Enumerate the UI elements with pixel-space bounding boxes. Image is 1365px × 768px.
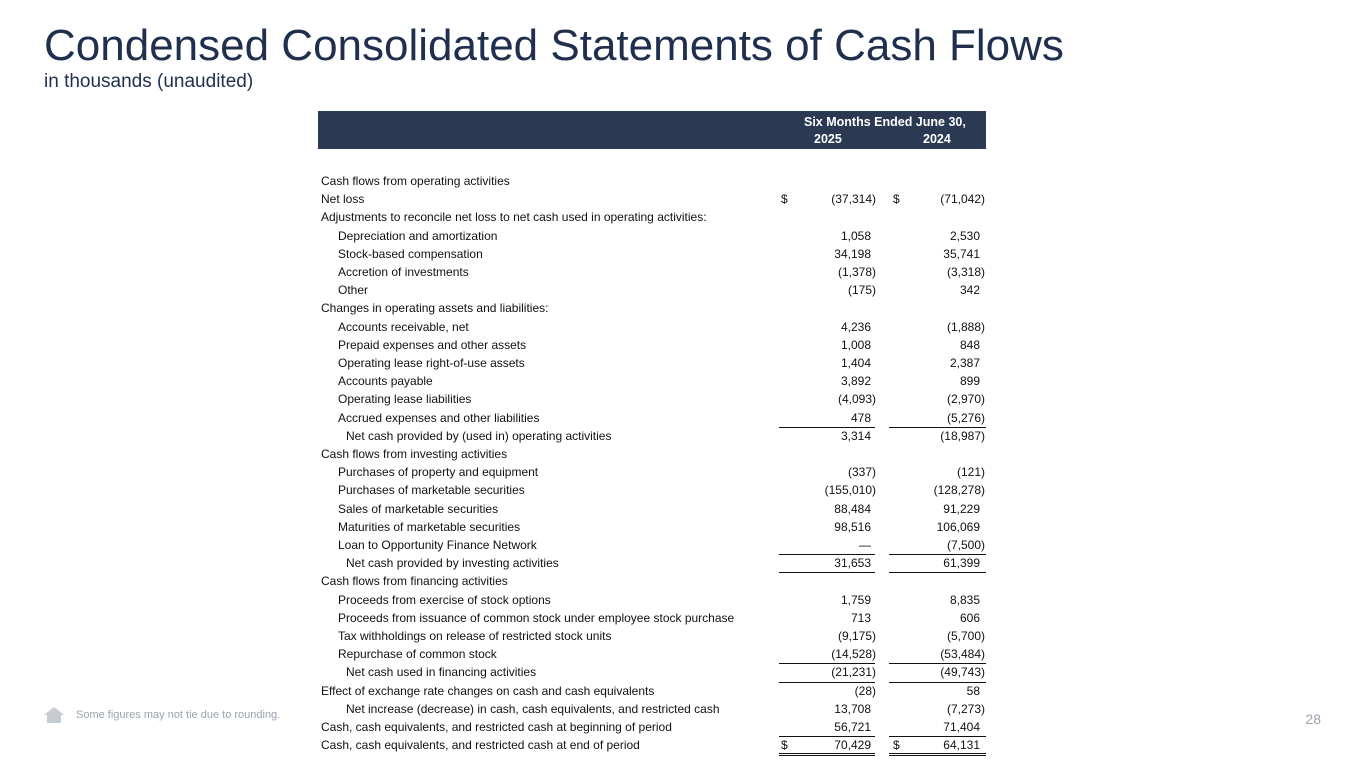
year-2024-header: 2024: [923, 132, 951, 146]
value-2024: 606: [959, 610, 980, 625]
row-label: Purchases of marketable securities: [338, 483, 525, 498]
table-row: [318, 682, 986, 700]
total-double-rule: [779, 753, 875, 756]
currency-symbol: $: [893, 192, 900, 207]
value-2024: (3,318): [946, 265, 985, 279]
row-label: Loan to Opportunity Finance Network: [338, 538, 537, 552]
value-2025: (37,314): [831, 192, 876, 207]
row-label: Operating lease liabilities: [338, 392, 472, 407]
currency-symbol: $: [781, 738, 788, 753]
value-2024: 106,069: [936, 519, 980, 534]
value-2024: (5,700): [946, 629, 985, 643]
value-2024: 8,835: [949, 592, 980, 607]
subtotal-rule: [779, 663, 875, 664]
value-2025: (28): [854, 683, 876, 698]
value-2024: (71,042): [940, 192, 985, 207]
value-2025: (4,093): [837, 392, 876, 407]
table-row: [318, 718, 986, 736]
value-2024: 35,741: [943, 246, 980, 261]
table-row: [318, 172, 986, 190]
row-label: Other: [338, 283, 369, 298]
value-2025: 1,759: [840, 592, 871, 607]
row-label: Net cash provided by (used in) operating activities: [346, 428, 612, 443]
table-row: [318, 463, 986, 481]
value-2025: 3,314: [840, 428, 871, 443]
period-header: Six Months Ended June 30,: [804, 115, 966, 129]
table-row: [318, 554, 986, 572]
table-row: [318, 281, 986, 299]
value-2025: 3,892: [840, 374, 871, 389]
table-row: [318, 609, 986, 627]
value-2024: 71,404: [943, 720, 980, 734]
table-row: [318, 245, 986, 263]
row-label: Sales of marketable securities: [338, 501, 499, 516]
row-label: Cash flows from operating activities: [321, 174, 510, 188]
row-label: Tax withholdings on release of restricted stock units: [338, 629, 612, 643]
value-2025: —: [859, 538, 871, 552]
rounding-footnote: Some figures may not tie due to rounding.: [76, 709, 281, 721]
table-row: [318, 427, 986, 445]
value-2024: (49,743): [940, 665, 985, 680]
value-2024: (18,987): [940, 428, 985, 443]
table-row: [318, 336, 986, 354]
row-label: Net cash provided by investing activities: [346, 556, 559, 571]
value-2024: (2,970): [946, 392, 985, 407]
value-2025: 713: [850, 610, 871, 625]
row-label: Changes in operating assets and liabilities:: [321, 301, 549, 316]
subtotal-rule: [779, 427, 875, 428]
row-label: Accrued expenses and other liabilities: [338, 410, 540, 425]
table-row: [318, 572, 986, 590]
row-label: Accounts payable: [338, 374, 433, 389]
value-2025: (337): [847, 465, 876, 480]
value-2025: 70,429: [834, 738, 871, 753]
table-row: [318, 390, 986, 408]
row-label: Adjustments to reconcile net loss to net cash used in operating activities:: [321, 210, 707, 225]
table-row: [318, 700, 986, 718]
value-2024: 342: [959, 283, 980, 298]
value-2025: (9,175): [837, 629, 876, 643]
value-2024: 91,229: [943, 501, 980, 516]
value-2024: 61,399: [943, 556, 980, 571]
table-row: [318, 263, 986, 281]
row-label: Cash, cash equivalents, and restricted cash at beginning of period: [321, 720, 672, 734]
page-number: 28: [1305, 711, 1321, 727]
value-2025: 34,198: [834, 246, 871, 261]
row-label: Proceeds from issuance of common stock under employee stock purchase: [338, 610, 735, 625]
value-2025: (175): [847, 283, 876, 298]
currency-symbol: $: [893, 738, 900, 753]
table-row: [318, 372, 986, 390]
table-row: [318, 627, 986, 645]
value-2024: (121): [956, 465, 985, 480]
row-label: Net loss: [321, 192, 365, 207]
table-row: [318, 208, 986, 226]
year-2025-header: 2025: [814, 132, 842, 146]
value-2025: (155,010): [824, 483, 876, 498]
row-label: Proceeds from exercise of stock options: [338, 592, 551, 607]
subtotal-rule: [779, 736, 875, 737]
row-label: Cash flows from financing activities: [321, 574, 508, 589]
value-2025: (14,528): [831, 647, 876, 662]
value-2024: (7,273): [946, 701, 985, 716]
subtotal-rule: [889, 663, 986, 664]
value-2024: (53,484): [940, 647, 985, 662]
subtotal-rule: [889, 736, 986, 737]
value-2024: (5,276): [946, 410, 985, 425]
currency-symbol: $: [781, 192, 788, 207]
row-label: Effect of exchange rate changes on cash and cash equivalents: [321, 683, 655, 698]
value-2024: (1,888): [946, 319, 985, 334]
table-row: [318, 591, 986, 609]
table-row: [318, 645, 986, 663]
value-2025: 1,008: [840, 337, 871, 352]
page-subtitle: in thousands (unaudited): [44, 71, 254, 92]
row-label: Net increase (decrease) in cash, cash equivalents, and restricted cash: [346, 701, 720, 716]
page-title: Condensed Consolidated Statements of Cash Flows: [44, 21, 1064, 70]
row-label: Accretion of investments: [338, 265, 469, 279]
value-2024: (7,500): [946, 538, 985, 552]
row-label: Prepaid expenses and other assets: [338, 337, 527, 352]
table-header: [318, 111, 986, 149]
home-icon: [42, 706, 66, 724]
total-double-rule: [889, 753, 986, 756]
row-label: Stock-based compensation: [338, 246, 483, 261]
value-2025: 88,484: [834, 501, 871, 516]
table-row: [318, 409, 986, 427]
row-label: Net cash used in financing activities: [346, 665, 537, 680]
value-2024: 848: [959, 337, 980, 352]
subtotal-rule: [889, 427, 986, 428]
subtotal-rule: [889, 554, 986, 555]
row-label: Cash, cash equivalents, and restricted cash at end of period: [321, 738, 640, 753]
value-2024: (128,278): [933, 483, 985, 498]
value-2024: 899: [959, 374, 980, 389]
table-row: [318, 536, 986, 554]
table-row: [318, 518, 986, 536]
value-2025: 98,516: [834, 519, 871, 534]
table-row: [318, 663, 986, 681]
row-label: Cash flows from investing activities: [321, 447, 508, 461]
value-2024: 2,530: [949, 228, 980, 243]
value-2025: (21,231): [831, 665, 876, 680]
row-label: Operating lease right-of-use assets: [338, 356, 525, 370]
value-2024: 64,131: [943, 738, 980, 753]
value-2025: 1,058: [840, 228, 871, 243]
value-2025: 31,653: [834, 556, 871, 571]
table-row: [318, 354, 986, 372]
subtotal-rule: [779, 554, 875, 555]
value-2024: 58: [966, 683, 980, 698]
table-row: [318, 445, 986, 463]
row-label: Repurchase of common stock: [338, 647, 497, 662]
value-2025: 478: [850, 410, 871, 425]
table-row: [318, 299, 986, 317]
row-label: Purchases of property and equipment: [338, 465, 539, 480]
row-label: Maturities of marketable securities: [338, 519, 521, 534]
table-row: [318, 481, 986, 499]
row-label: Depreciation and amortization: [338, 228, 498, 243]
value-2025: 4,236: [840, 319, 871, 334]
row-label: Accounts receivable, net: [338, 319, 469, 334]
table-row: [318, 227, 986, 245]
table-row: [318, 736, 986, 754]
value-2024: 2,387: [949, 356, 980, 370]
value-2025: 13,708: [834, 701, 871, 716]
table-row: [318, 190, 986, 208]
value-2025: 56,721: [834, 720, 871, 734]
value-2025: (1,378): [837, 265, 876, 279]
table-row: [318, 318, 986, 336]
table-row: [318, 500, 986, 518]
value-2025: 1,404: [840, 356, 871, 370]
